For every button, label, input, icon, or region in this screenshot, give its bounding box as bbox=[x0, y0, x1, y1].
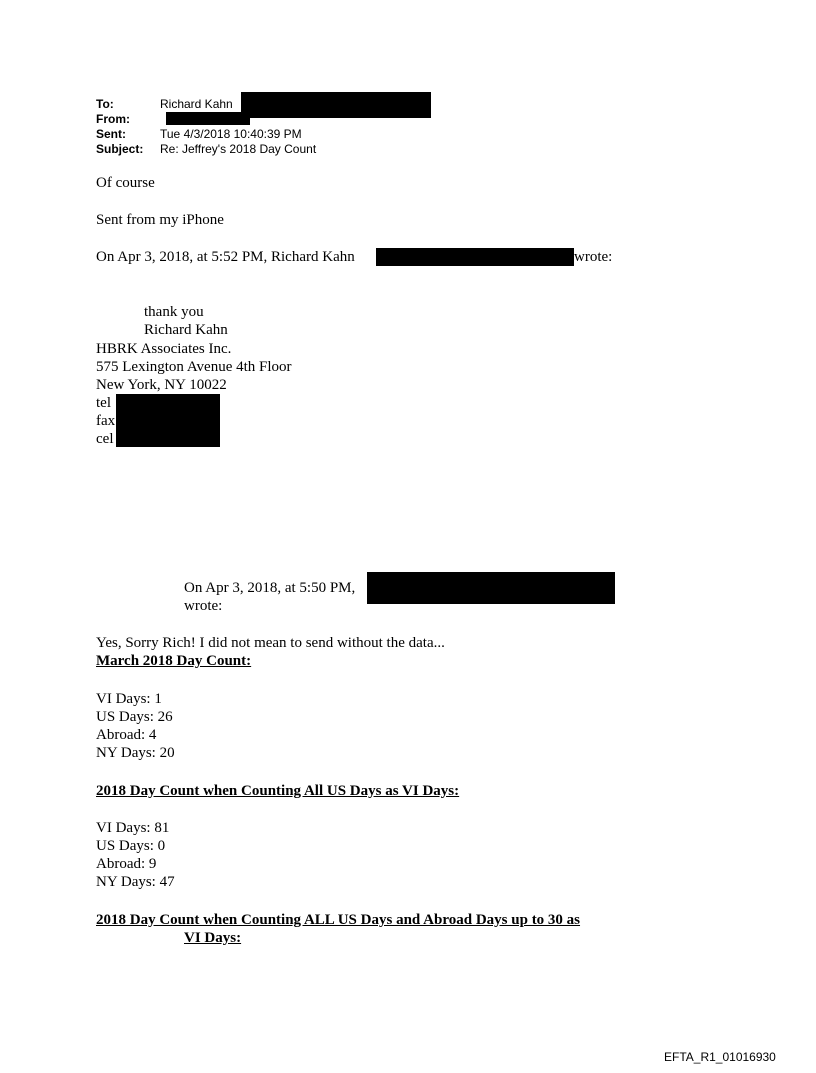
kahn-thanks: thank you bbox=[144, 304, 204, 320]
section1-heading: March 2018 Day Count: bbox=[96, 653, 252, 669]
sent-value: Tue 4/3/2018 10:40:39 PM bbox=[160, 127, 302, 141]
section2-line: US Days: 0 bbox=[96, 838, 166, 854]
section2-line: Abroad: 9 bbox=[96, 856, 157, 872]
document-id: EFTA_R1_01016930 bbox=[664, 1050, 776, 1064]
redaction-from bbox=[166, 112, 250, 125]
kahn-address-line1: 575 Lexington Avenue 4th Floor bbox=[96, 359, 292, 375]
to-label: To: bbox=[96, 97, 114, 111]
nested-quote-wrote: wrote: bbox=[184, 598, 223, 614]
kahn-tel-label: tel bbox=[96, 395, 111, 411]
section1-line: Abroad: 4 bbox=[96, 727, 157, 743]
section3-heading-cont: VI Days: bbox=[184, 930, 242, 946]
kahn-fax-label: fax bbox=[96, 413, 116, 429]
sent-label: Sent: bbox=[96, 127, 126, 141]
redaction-phone-numbers bbox=[116, 394, 220, 447]
section1-line: VI Days: 1 bbox=[96, 691, 162, 707]
reply-signature: Sent from my iPhone bbox=[96, 212, 224, 228]
to-value: Richard Kahn bbox=[160, 97, 233, 111]
section2-line: VI Days: 81 bbox=[96, 820, 170, 836]
redaction-to-address bbox=[241, 92, 431, 118]
original-opening: Yes, Sorry Rich! I did not mean to send without the data... bbox=[96, 635, 445, 651]
section3-heading: 2018 Day Count when Counting ALL US Days and Abroad Days up to 30 as bbox=[96, 912, 581, 928]
section2-heading: 2018 Day Count when Counting All US Days as VI Days: bbox=[96, 783, 460, 799]
subject-value: Re: Jeffrey's 2018 Day Count bbox=[160, 142, 317, 156]
quote-intro: On Apr 3, 2018, at 5:52 PM, Richard Kahn bbox=[96, 249, 355, 265]
section1-line: NY Days: 20 bbox=[96, 745, 175, 761]
section1-line: US Days: 26 bbox=[96, 709, 173, 725]
redaction-kahn-email bbox=[376, 248, 574, 266]
kahn-cell-label: cel bbox=[96, 431, 114, 447]
nested-quote-intro: On Apr 3, 2018, at 5:50 PM, bbox=[184, 580, 356, 596]
section2-line: NY Days: 47 bbox=[96, 874, 175, 890]
redaction-sender bbox=[367, 572, 615, 604]
from-label: From: bbox=[96, 112, 130, 126]
subject-label: Subject: bbox=[96, 142, 144, 156]
kahn-company: HBRK Associates Inc. bbox=[96, 341, 232, 357]
kahn-address-line2: New York, NY 10022 bbox=[96, 377, 227, 393]
reply-body: Of course bbox=[96, 175, 155, 191]
kahn-name: Richard Kahn bbox=[144, 322, 228, 338]
quote-intro-wrote: wrote: bbox=[574, 249, 613, 265]
